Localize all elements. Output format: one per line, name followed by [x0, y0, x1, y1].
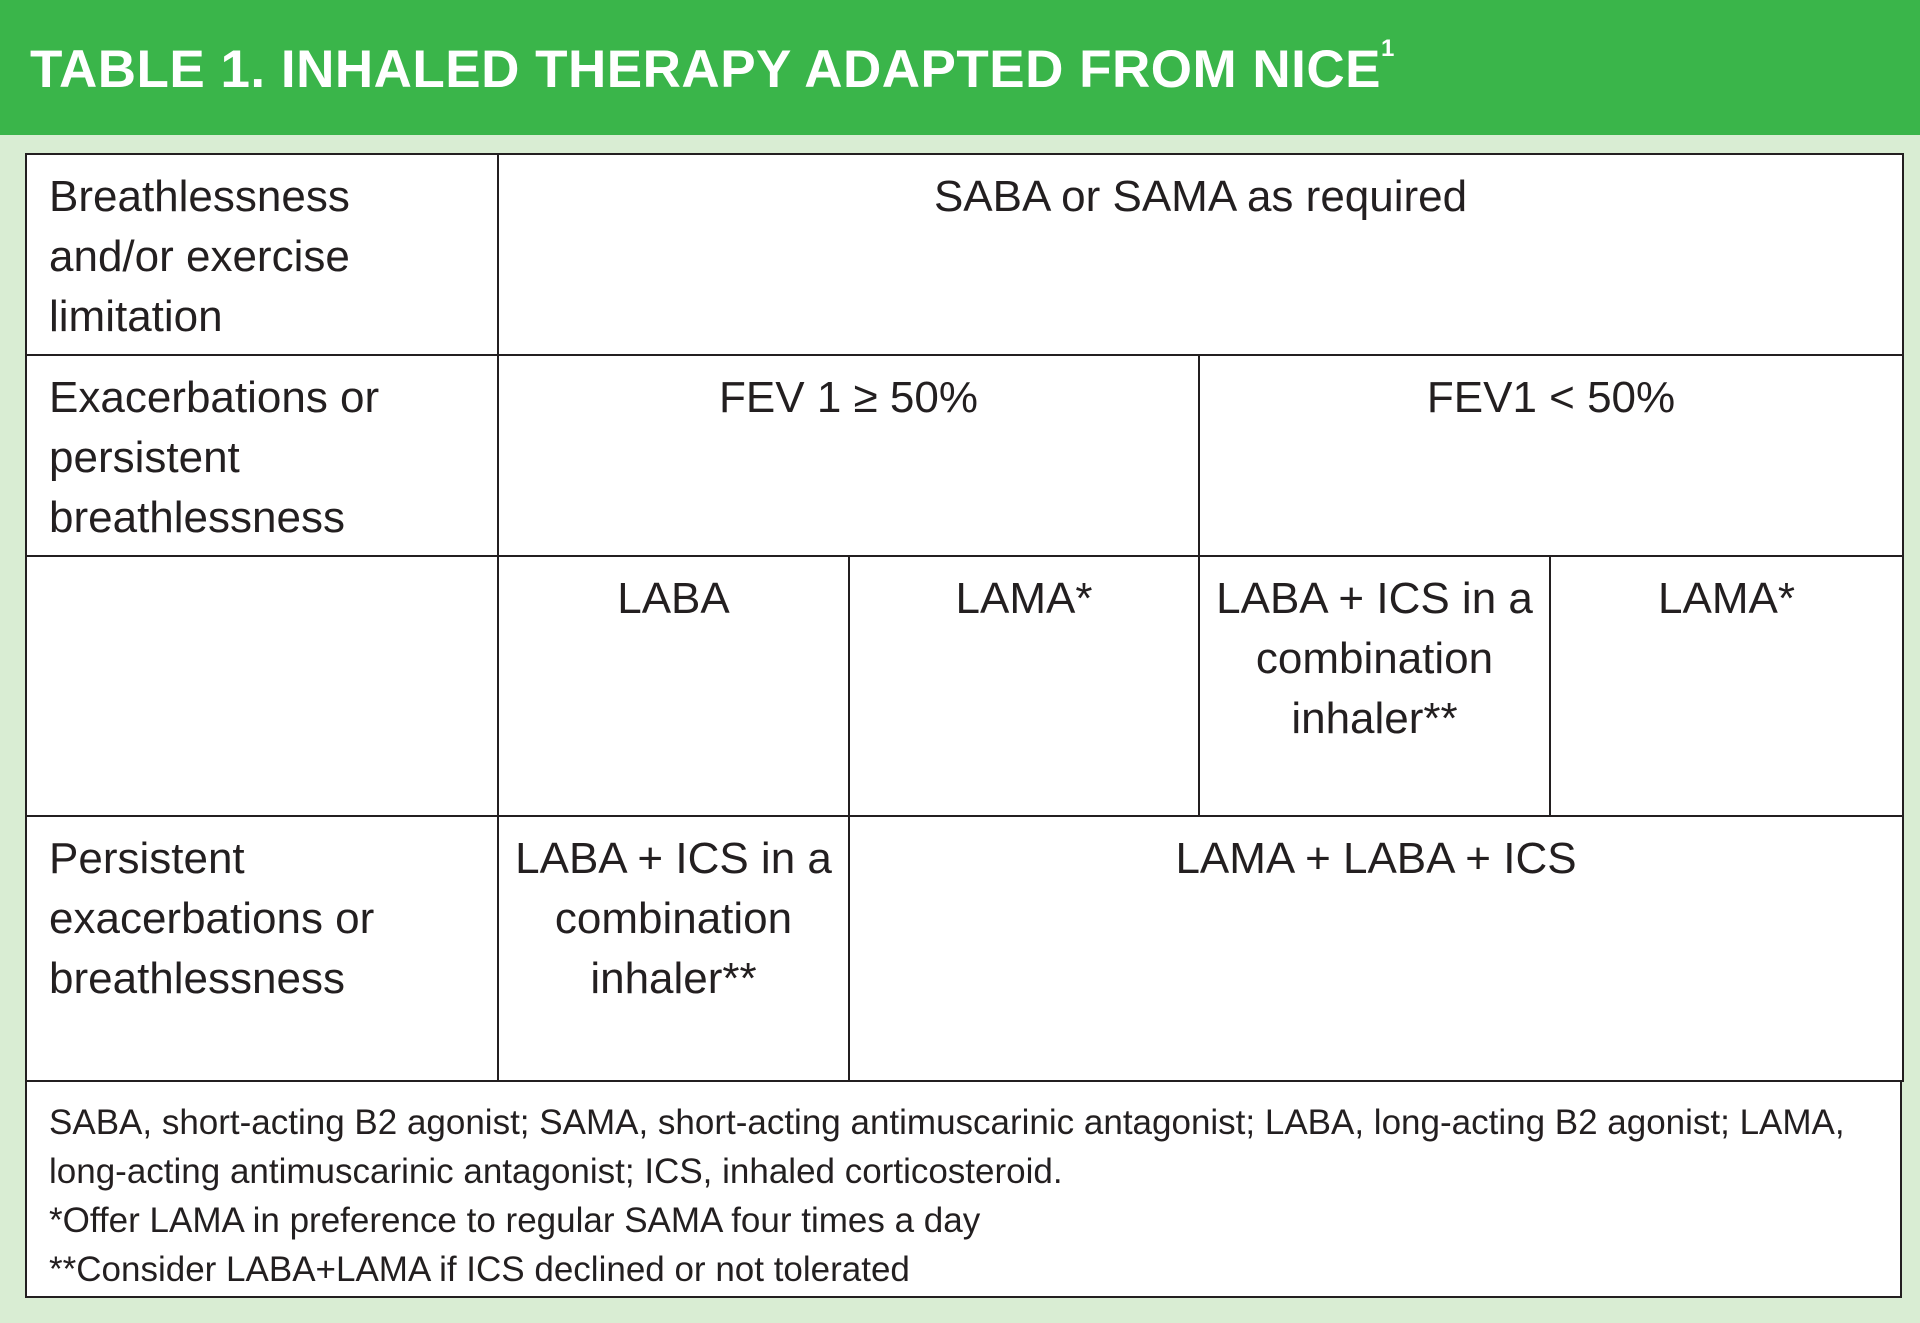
cell-fev-low: FEV1 < 50%	[1199, 355, 1903, 556]
cell-laba-ics-low: LABA + ICS in a combination inhaler**	[1199, 556, 1550, 816]
table-title-text: TABLE 1. INHALED THERAPY ADAPTED FROM NICE	[30, 40, 1381, 99]
table-title	[30, 35, 1395, 100]
table-row	[26, 355, 1903, 556]
row-label-breathlessness: Breathlessness and/or exercise limitation	[26, 154, 498, 355]
cell-lama-high: LAMA*	[849, 556, 1199, 816]
table-row	[26, 816, 1903, 1081]
row-label-empty	[26, 556, 498, 816]
cell-laba: LABA	[498, 556, 849, 816]
cell-triple-therapy: LAMA + LABA + ICS	[849, 816, 1903, 1081]
table-panel	[25, 153, 1902, 1298]
cell-laba-ics-high: LABA + ICS in a combination inhaler**	[498, 816, 849, 1081]
row-label-persistent: Persistent exacerbations or breathlessness	[26, 816, 498, 1081]
cell-fev-high: FEV 1 ≥ 50%	[498, 355, 1199, 556]
row-label-exacerbations: Exacerbations or persistent breathlessness	[26, 355, 498, 556]
table-row	[26, 556, 1903, 816]
therapy-table	[25, 153, 1904, 1082]
table-row	[26, 154, 1903, 355]
footnote-lama: *Offer LAMA in preference to regular SAMA four times a day	[49, 1201, 981, 1240]
cell-saba-sama: SABA or SAMA as required	[498, 154, 1903, 355]
table-footnotes	[25, 1080, 1902, 1298]
footnote-laba-lama: **Consider LABA+LAMA if ICS declined or not tolerated	[49, 1250, 910, 1289]
cell-lama-low: LAMA*	[1550, 556, 1903, 816]
table-header-bar	[0, 0, 1920, 135]
title-reference-superscript: 1	[1380, 35, 1395, 62]
abbreviations-note: SABA, short-acting B2 agonist; SAMA, short-acting antimuscarinic antagonist; LABA, long-acting B2 agonist; LAMA, long-acting antimuscarinic antagonist; ICS, inhaled corticosteroid.	[49, 1103, 1845, 1191]
